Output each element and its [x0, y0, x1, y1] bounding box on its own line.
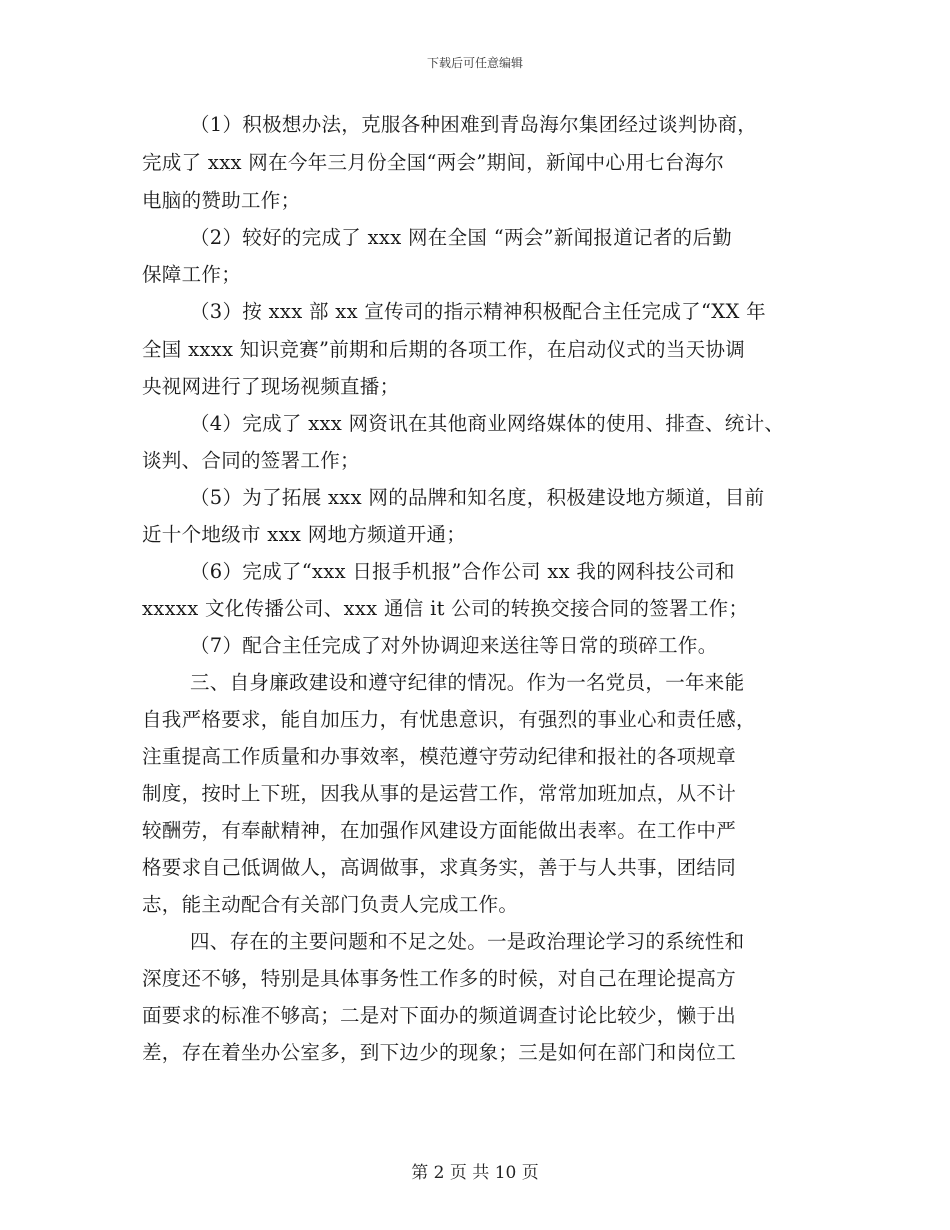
text-line: 央视网进行了现场视频直播；: [142, 375, 400, 398]
text-line: 格要求自己低调做人，高调做事，求真务实，善于与人共事，团结同: [142, 856, 737, 879]
text-line: 电脑的赞助工作；: [142, 189, 301, 212]
text-line: （4）完成了 xxx 网资讯在其他商业网络媒体的使用、排查、统计、: [190, 412, 785, 435]
text-line: 面要求的标准不够高；二是对下面办的频道调查讨论比较少，懒于出: [142, 1004, 737, 1027]
text-line: 完成了 xxx 网在今年三月份全国“两会”期间，新闻中心用七台海尔: [142, 151, 725, 174]
text-line: 四、存在的主要问题和不足之处。一是政治理论学习的系统性和: [190, 930, 745, 953]
text-line: 全国 xxxx 知识竞赛”前期和后期的各项工作，在启动仪式的当天协调: [142, 338, 746, 361]
page-number-footer: 第 2 页 共 10 页: [411, 1163, 539, 1183]
text-line: 深度还不够，特别是具体事务性工作多的时候，对自己在理论提高方: [142, 967, 737, 990]
text-line: 近十个地级市 xxx 网地方频道开通；: [142, 523, 467, 546]
text-line: 差，存在着坐办公室多，到下边少的现象；三是如何在部门和岗位工: [142, 1041, 737, 1064]
text-line: xxxxx 文化传播公司、xxx 通信 it 公司的转换交接合同的签署工作；: [142, 597, 749, 620]
text-line: 注重提高工作质量和办事效率，模范遵守劳动纪律和报社的各项规章: [142, 745, 737, 768]
page-header-note: 下载后可任意编辑: [426, 56, 523, 70]
text-line: 制度，按时上下班，因我从事的是运营工作，常常加班加点，从不计: [142, 782, 737, 805]
text-line: （5）为了拓展 xxx 网的品牌和知名度，积极建设地方频道，目前: [190, 486, 765, 509]
text-line: 保障工作；: [142, 263, 242, 286]
text-line: 谈判、合同的签署工作；: [142, 449, 360, 472]
text-line: （1）积极想办法，克服各种困难到青岛海尔集团经过谈判协商，: [190, 113, 758, 136]
text-line: （6）完成了“xxx 日报手机报”合作公司 xx 我的网科技公司和: [190, 560, 735, 583]
text-line: （2）较好的完成了 xxx 网在全国 “两会”新闻报道记者的后勤: [190, 226, 733, 249]
text-line: 较酬劳，有奉献精神，在加强作风建设方面能做出表率。在工作中严: [142, 819, 737, 842]
text-line: 三、自身廉政建设和遵守纪律的情况。作为一名党员，一年来能: [190, 671, 745, 694]
text-line: （7）配合主任完成了对外协调迎来送往等日常的琐碎工作。: [190, 634, 718, 657]
text-line: （3）按 xxx 部 xx 宣传司的指示精神积极配合主任完成了“XX 年: [190, 300, 766, 323]
text-line: 志，能主动配合有关部门负责人完成工作。: [142, 893, 519, 916]
text-line: 自我严格要求，能自加压力，有忧患意识，有强烈的事业心和责任感，: [142, 708, 756, 731]
